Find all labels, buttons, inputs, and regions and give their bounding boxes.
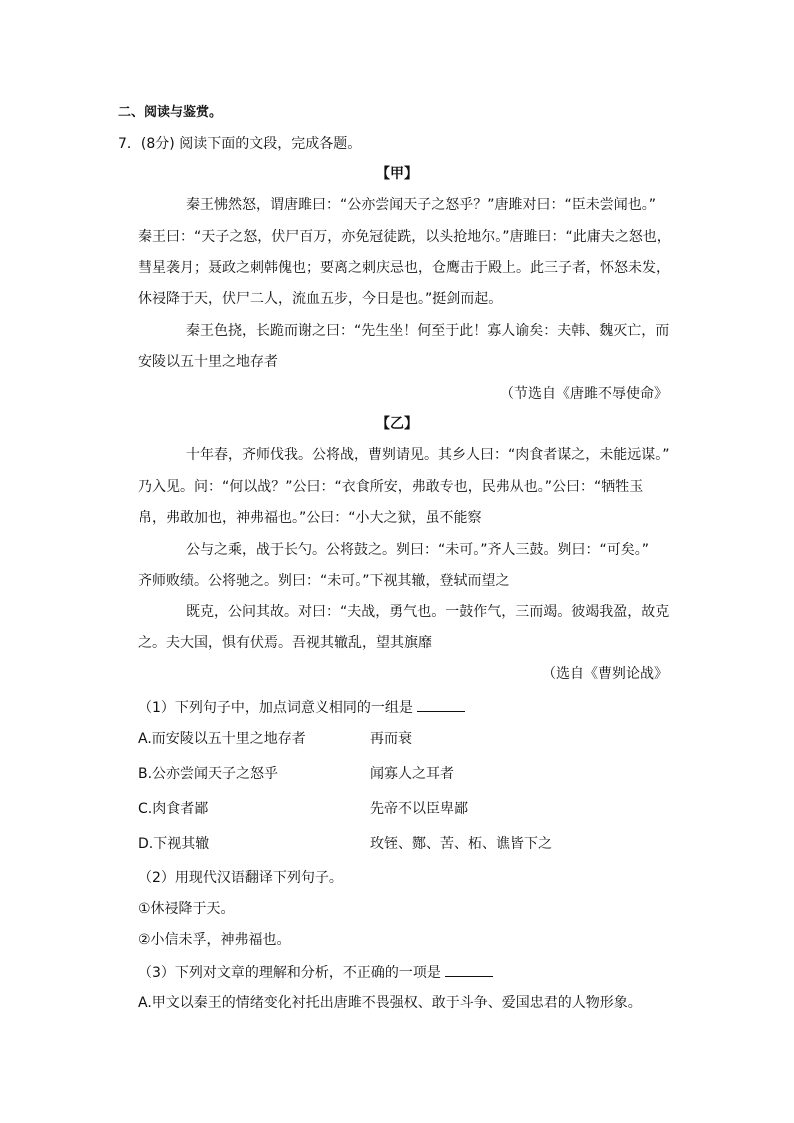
jia-line: 秦王色挠，长跪而谢之曰：“先生坐！何至于此！寡人谕矣：夫韩、魏灭亡，而	[186, 323, 670, 339]
jia-line: 秦王曰：“天子之怒，伏尸百万，亦免冠徒跣，以头抢地尔。”唐雎曰：“此庸夫之怒也，	[138, 229, 671, 245]
q1-option-left: A.而安陵以五十里之地存者	[138, 731, 306, 747]
jia-line: 安陵以五十里之地存者	[138, 354, 278, 370]
q1-option-left: D.下视其辙	[138, 836, 210, 852]
q1-option-right: 玫铚、酂、苦、柘、谯皆下之	[370, 836, 552, 852]
q2-prompt: （2）用现代汉语翻译下列句子。	[138, 870, 343, 886]
yi-line: 帛，弗敢加也，神弗福也。”公曰：“小大之狱，虽不能察	[138, 510, 482, 526]
jia-line: 彗星袭月；聂政之刺韩傀也；要离之刺庆忌也，仓鹰击于殿上。此三子者，怀怒未发，	[138, 260, 670, 276]
q2-item: ②小信未孚，神弗福也。	[138, 932, 291, 948]
q1-option-right: 闻寡人之耳者	[370, 766, 454, 782]
yi-line: 齐师败绩。公将驰之。刿曰：“未可。”下视其辙，登轼而望之	[138, 573, 510, 589]
q3-option-a: A.甲文以秦王的情绪变化衬托出唐雎不畏强权、敢于斗争、爱国忠君的人物形象。	[138, 995, 642, 1011]
jia-line: 秦王怫然怒，谓唐雎曰：“公亦尝闻天子之怒乎？”唐雎对曰：“臣未尝闻也。”	[186, 197, 657, 213]
q1-option-left: C.肉食者鄙	[138, 801, 209, 817]
section-title: 二、阅读与鉴赏。	[118, 105, 223, 120]
question-stem: 7．(8分) 阅读下面的文段，完成各题。	[118, 136, 362, 152]
yi-source: （选自《曹刿论战》	[542, 666, 668, 682]
yi-line: 之。夫大国，惧有伏焉。吾视其辙乱，望其旗靡	[138, 635, 432, 651]
jia-source: （节选自《唐雎不辱使命》	[500, 386, 668, 402]
jia-heading: 【甲】	[376, 166, 418, 182]
yi-heading: 【乙】	[376, 416, 418, 432]
q1-prompt: （1）下列句子中，加点词意义相同的一组是	[138, 697, 465, 718]
q2-item: ①休祲降于天。	[138, 901, 235, 917]
jia-line: 休祲降于天，伏尸二人，流血五步，今日是也。”挺剑而起。	[138, 291, 503, 307]
q1-option-left: B.公亦尝闻天子之怒乎	[138, 766, 279, 782]
q3-prompt: （3）下列对文章的理解和分析，不正确的一项是	[138, 962, 493, 983]
yi-line: 既克，公问其故。对曰：“夫战，勇气也。一鼓作气，三而竭。彼竭我盈，故克	[186, 604, 670, 620]
answer-blank	[445, 962, 493, 977]
answer-blank	[417, 697, 465, 712]
yi-line: 乃入见。问：“何以战？”公曰：“衣食所安，弗敢专也，民弗从也。”公曰：“牺牲玉	[138, 479, 644, 495]
q1-option-right: 先帝不以臣卑鄙	[370, 801, 468, 817]
yi-line: 十年春，齐师伐我。公将战，曹刿请见。其乡人曰：“肉食者谋之，未能远谋。”	[186, 447, 670, 463]
q1-option-right: 再而衰	[370, 731, 412, 747]
yi-line: 公与之乘，战于长勺。公将鼓之。刿曰：“未可。”齐人三鼓。刿曰：“可矣。”	[186, 542, 650, 558]
